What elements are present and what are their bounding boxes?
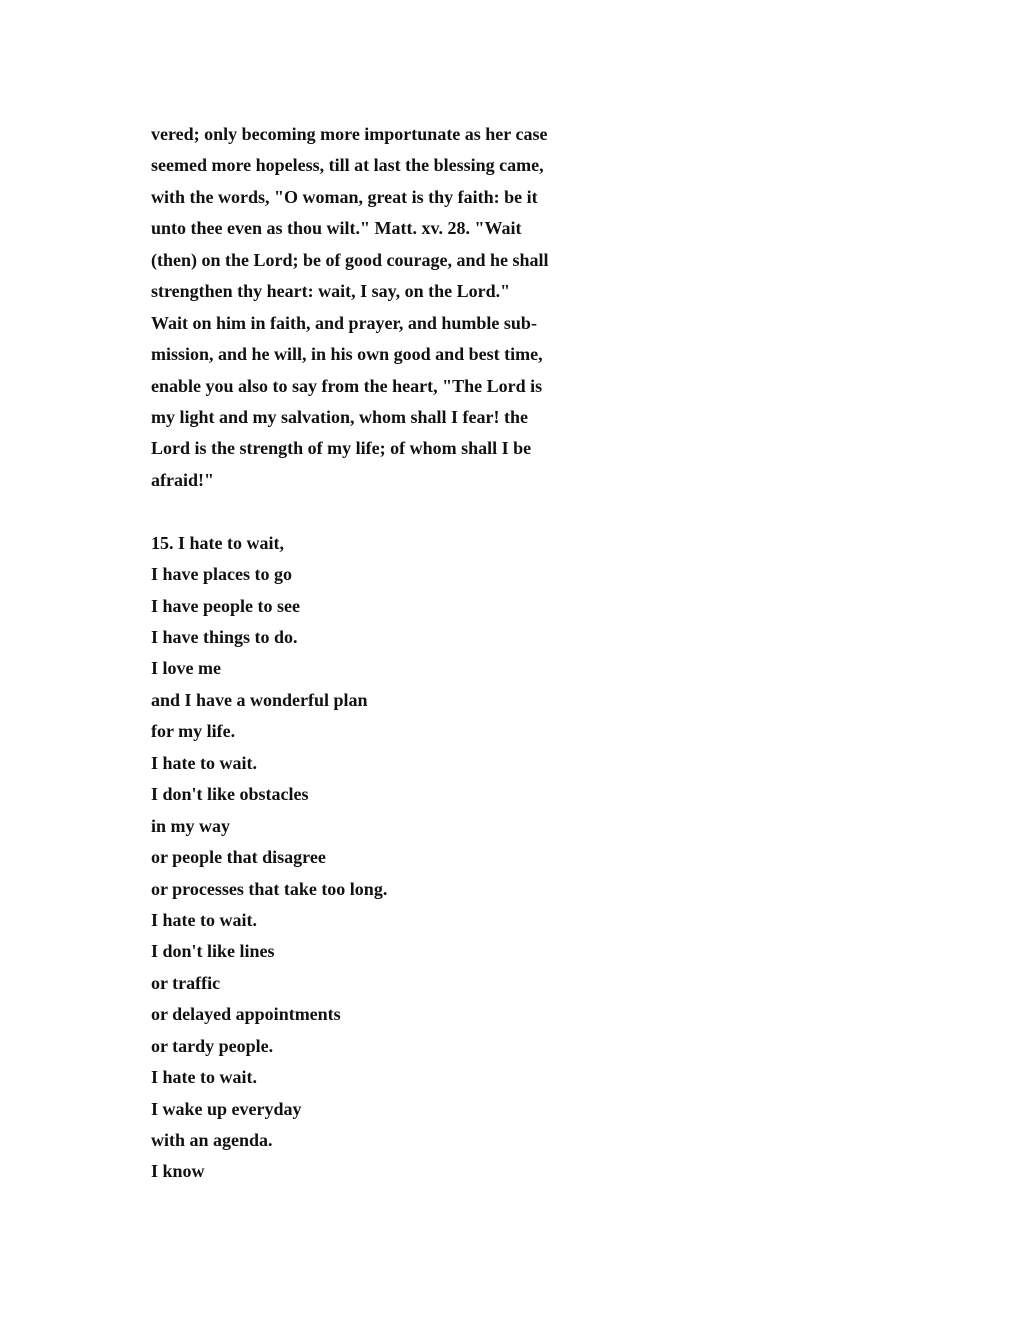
text-line: enable you also to say from the heart, "The Lord is xyxy=(151,375,543,396)
text-line: vered; only becoming more importunate as her case xyxy=(151,124,548,144)
text-line: my light and my salvation, whom shall I fear! the xyxy=(151,406,529,427)
poem-line: and I have a wonderful plan xyxy=(151,689,368,710)
paragraph-block xyxy=(151,119,971,496)
text-line: (then) on the Lord; be of good courage, and he shall xyxy=(151,249,549,270)
poem-line: I have things to do. xyxy=(151,627,298,647)
poem-line: 15. I hate to wait, xyxy=(151,532,284,553)
poem-line: I know xyxy=(151,1161,205,1182)
poem-line: I don't like lines xyxy=(151,941,275,962)
poem-line: with an agenda. xyxy=(151,1130,273,1150)
poem-line: or tardy people. xyxy=(151,1035,274,1056)
poem-line: or processes that take too long. xyxy=(151,878,388,899)
text-line: afraid!" xyxy=(151,469,214,490)
poem-line: or traffic xyxy=(151,972,221,993)
poem-line: or delayed appointments xyxy=(151,1004,341,1025)
poem-line: in my way xyxy=(151,815,231,836)
poem-line: I hate to wait. xyxy=(151,752,257,773)
poem-line: or people that disagree xyxy=(151,847,326,868)
poem-line: I hate to wait. xyxy=(151,909,257,930)
document-page xyxy=(151,119,971,1188)
poem-line: I wake up everyday xyxy=(151,1098,302,1119)
poem-line: I hate to wait. xyxy=(151,1067,257,1088)
text-line: unto thee even as thou wilt." Matt. xv. 28. "Wait xyxy=(151,218,522,239)
poem-line: I have places to go xyxy=(151,564,292,585)
poem-block xyxy=(151,528,971,1188)
text-line: seemed more hopeless, till at last the blessing came, xyxy=(151,155,544,176)
poem-line: I have people to see xyxy=(151,595,300,616)
poem-line: I don't like obstacles xyxy=(151,784,309,805)
paragraph-gap xyxy=(151,496,971,527)
text-line: Wait on him in faith, and prayer, and humble sub- xyxy=(151,312,537,333)
text-line: strengthen thy heart: wait, I say, on the Lord." xyxy=(151,281,511,302)
poem-line: I love me xyxy=(151,658,221,679)
text-line: Lord is the strength of my life; of whom shall I be xyxy=(151,438,532,459)
text-line: with the words, "O woman, great is thy faith: be it xyxy=(151,186,538,207)
poem-line: for my life. xyxy=(151,721,236,742)
text-line: mission, and he will, in his own good and best time, xyxy=(151,344,543,365)
